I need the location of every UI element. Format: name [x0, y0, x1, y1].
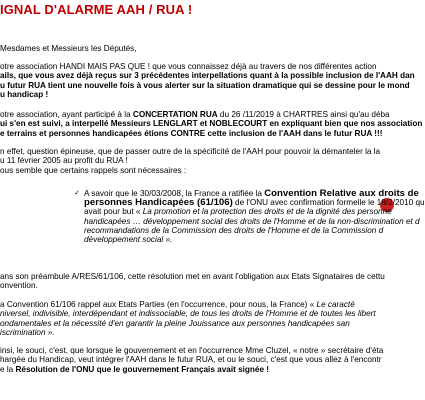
- paragraph-6-line-1: insi, le souci, c'est, que lorsque le gouvernement et en l'occurrence Mme Cluzel, « notre » secrétaire d'éta: [0, 346, 384, 355]
- paragraph-3-line-3: ous semble que certains rappels sont nécessaires :: [0, 165, 187, 175]
- paragraph-4-line-1: ans son préambule A/RES/61/106, cette résolution met en avant l'obligation aux Etats Signataires de cettu: [0, 272, 385, 281]
- paragraph-5-line-4: iscrimination ».: [0, 328, 55, 338]
- bullet-line-5: recommandations de la Commission des droits de l'Homme et de la Commission d: [84, 225, 384, 235]
- paragraph-6: [0, 346, 400, 374]
- greeting: [0, 44, 400, 53]
- bullet-line-6: développement social ».: [84, 235, 173, 245]
- paragraph-2-line-1: otre association, ayant participé à la CONCERTATION RUA du 26 /11/2019 à CHARTRES ainsi qu'au déba: [0, 110, 390, 119]
- bullet-text: [84, 188, 425, 245]
- paragraph-1-line-4: u handicap !: [0, 90, 49, 100]
- checkmark-icon: ✓: [74, 190, 80, 197]
- bullet-line-1: A savoir que le 30/03/2008, la France a ratifiée la Convention Relative aux droits de: [84, 188, 419, 199]
- bullet-block: [0, 188, 425, 259]
- paragraph-5: [0, 300, 400, 338]
- bullet-line-4: handicapées … développement social des droits de l'Homme et de la non-discrimination et d: [84, 216, 420, 226]
- paragraph-3-line-1: n effet, question épineuse, que de passer outre de la spécificité de l'AAH pour pouvoir la démanteler la la: [0, 147, 381, 156]
- paragraph-5-line-1: a Convention 61/106 rappel aux Etats Parties (en l'occurrence, pour nous, la France) « Le caracté: [0, 300, 355, 309]
- greeting-text: Mesdames et Messieurs les Députés,: [0, 44, 137, 53]
- paragraph-2-line-3: e terrains et personnes handicapées étions CONTRE cette inclusion de l'AAH dans le futur RUA !!!: [0, 128, 383, 138]
- paragraph-2: [0, 110, 423, 138]
- paragraph-2-line-2: ui s'en est suivi, a interpellé Messieurs LENGLART et NOBLECOURT en expliquant bien que nos association: [0, 119, 423, 129]
- paragraph-4-line-2: onvention.: [0, 281, 38, 291]
- paragraph-1-line-1: otre association HANDI MAIS PAS QUE ! que vous connaissez déjà au travers de nos différentes action: [0, 62, 377, 71]
- paragraph-5-line-3: ondamentales et la nécessité d'en garantir la pleine Jouissance aux personnes handicapées san: [0, 318, 350, 328]
- paragraph-3-line-2: u 11 février 2005 au profit du RUA !: [0, 156, 128, 166]
- paragraph-1-line-2: ails, que vous avez déjà reçus sur 3 précédentes interpellations quant à la possible inclusion de l'AAH dan: [0, 71, 415, 81]
- paragraph-5-line-2: niversel, indivisible, interdépendant et indissociable, de tous les droits de l'Homme et de toutes les libert: [0, 309, 376, 319]
- paragraph-3: [0, 147, 400, 175]
- paragraph-6-line-2: hargée du Handicap, veut intégrer l'AAH dans le futur RUA, et ou le souci, c'est que vous allez à l'encontr: [0, 355, 382, 365]
- bullet-line-2: personnes Handicapées (61/106) de l'ONU avec confirmation formelle le 18/2/2010 qu: [84, 197, 425, 209]
- paragraph-1: [0, 62, 415, 100]
- paragraph-1-line-3: u futur RUA tient une nouvelle fois à vous alerter sur la situation dramatique qui se dessine pour le mond: [0, 80, 410, 90]
- bullet-line-3: avait pour but « La promotion et la protection des droits et de la dignité des personne: [84, 207, 392, 217]
- paragraph-6-line-3: e la Résolution de l'ONU que le gouvernement Français avait signée !: [0, 364, 270, 374]
- document-title: IGNAL D'ALARME AAH / RUA !: [0, 2, 193, 17]
- paragraph-4: [0, 272, 400, 291]
